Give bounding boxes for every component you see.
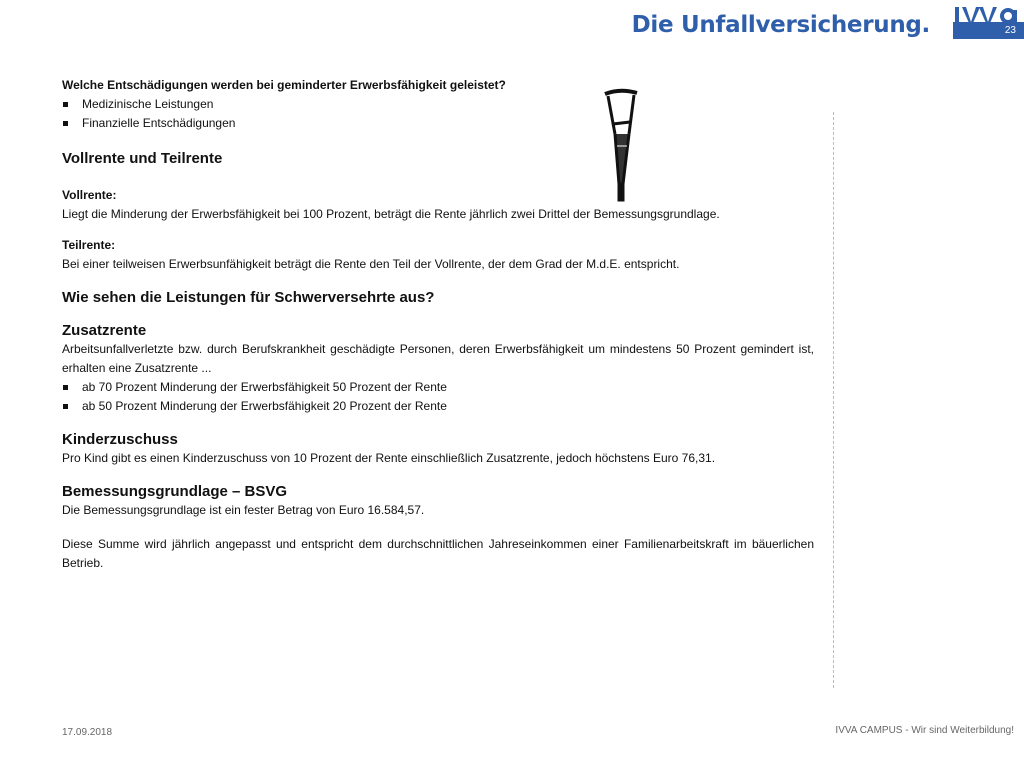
heading-bemessungsgrundlage: Bemessungsgrundlage – BSVG [62, 483, 288, 500]
page-number: 23 [953, 22, 1024, 39]
bemessung-text-1: Die Bemessungsgrundlage ist ein fester Betrag von Euro 16.584,57. [62, 503, 425, 517]
zusatzrente-list [62, 378, 814, 416]
divider-line [833, 112, 834, 688]
kinderzuschuss-text: Pro Kind gibt es einen Kinderzuschuss von 10 Prozent der Rente einschließlich Zusatzrente, jedoch höchstens Euro 76,31. [62, 451, 716, 465]
list-item: Finanzielle Entschädigungen [62, 114, 814, 133]
teilrente-text: Bei einer teilweisen Erwerbsunfähigkeit beträgt die Rente den Teil der Vollrente, der dem Grad der M.d.E. entspricht. [62, 257, 680, 271]
list-item: Medizinische Leistungen [62, 95, 814, 114]
vollrente-text: Liegt die Minderung der Erwerbsfähigkeit bei 100 Prozent, beträgt die Rente jährlich zwei Drittel der Bemessungsgrundlage. [62, 207, 720, 221]
intro-list [62, 95, 814, 133]
slide-content [62, 76, 814, 573]
slide-title: Die Unfallversicherung. [631, 12, 930, 38]
heading-zusatzrente: Zusatzrente [62, 322, 147, 339]
teilrente-label: Teilrente: [62, 238, 116, 252]
heading-vollrente-teilrente: Vollrente und Teilrente [62, 150, 223, 167]
zusatzrente-text: Arbeitsunfallverletzte bzw. durch Berufskrankheit geschädigte Personen, deren Erwerbsfähigkeit um mindestens 50 Prozent gemindert ist, erhalten eine Zusatzrente ... [62, 342, 814, 375]
footer-date: 17.09.2018 [62, 727, 113, 738]
list-item: ab 70 Prozent Minderung der Erwerbsfähigkeit 50 Prozent der Rente [62, 378, 814, 397]
ivva-logo [953, 4, 1024, 22]
heading-kinderzuschuss: Kinderzuschuss [62, 431, 178, 448]
bemessung-text-2: Diese Summe wird jährlich angepasst und entspricht dem durchschnittlichen Jahreseinkommen einer Familienarbeitskraft im bäuerlichen Betrieb. [62, 537, 814, 570]
heading-schwerversehrte: Wie sehen die Leistungen für Schwerversehrte aus? [62, 289, 435, 306]
intro-question: Welche Entschädigungen werden bei geminderter Erwerbsfähigkeit geleistet? [62, 78, 506, 92]
vollrente-label: Vollrente: [62, 188, 117, 202]
list-item: ab 50 Prozent Minderung der Erwerbsfähigkeit 20 Prozent der Rente [62, 397, 814, 416]
footer-tagline: IVVA CAMPUS - Wir sind Weiterbildung! [835, 725, 1014, 736]
